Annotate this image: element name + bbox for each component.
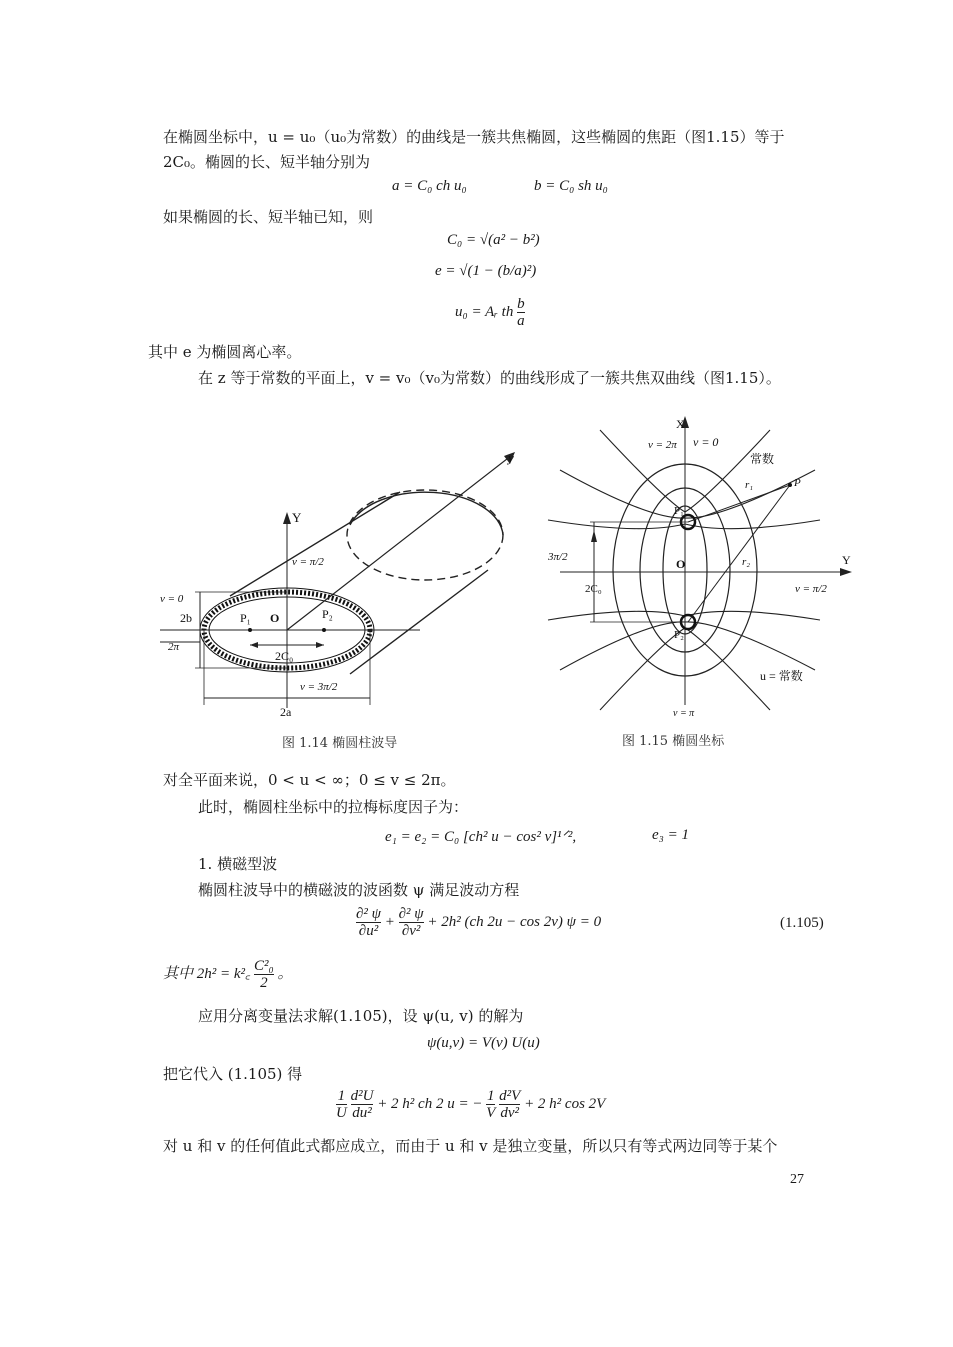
- label-y-axis: y: [508, 450, 514, 465]
- para-3: 其中 e 为椭圆离心率。: [148, 343, 302, 361]
- equation-u0-fraction: [517, 296, 525, 329]
- page-number: 27: [790, 1172, 804, 1187]
- equation-separation: ψ(u,v) = V(v) U(u): [427, 1035, 540, 1051]
- p8-den: 2: [260, 975, 268, 991]
- label-X: X: [676, 417, 685, 431]
- label-v-3pi2: v = 3π/2: [300, 681, 338, 693]
- equation-a: a = C₀ ch u₀: [392, 178, 467, 194]
- equation-substituted: [336, 1088, 605, 1121]
- sub-f4-num: d²V: [499, 1088, 521, 1104]
- axis-y-long: [287, 455, 512, 630]
- label-Y: Y: [842, 553, 851, 567]
- label-r1: r₁: [745, 479, 754, 491]
- sub-f2-num: d²U: [350, 1088, 374, 1104]
- label-P2: P₂: [322, 607, 333, 621]
- sub-f2-den: du²: [352, 1105, 372, 1121]
- label-Y: Y: [292, 510, 302, 525]
- sub-f3-den: V: [486, 1105, 496, 1121]
- label-v0: v = 0: [693, 435, 719, 449]
- para-5: 对全平面来说，0 < u < ∞；0 ≤ v ≤ 2π。: [163, 771, 456, 789]
- p8-pre: 其中 2h² = k²꜀: [163, 965, 251, 982]
- label-2a: 2a: [280, 705, 292, 719]
- label-r2: r₂: [742, 556, 751, 568]
- label-O: O: [676, 557, 686, 571]
- label-2C0: 2C₀: [585, 583, 602, 595]
- label-3pi2: 3π/2: [548, 551, 568, 563]
- label-changshu-top: 常数: [750, 452, 775, 466]
- equation-wave: $\frac{\text{∂² ψ}}{\text{∂u²}}$ + $\frac{\text{∂² ψ}}{\text{∂v²}}$ + 2h² (ch 2u − cos 2v) ψ = 0: [356, 906, 602, 939]
- figure-1-15: [530, 410, 860, 730]
- para-4: 在 z 等于常数的平面上，v = v₀（v₀为常数）的曲线形成了一簇共焦双曲线（图1.15）。: [198, 369, 781, 387]
- label-P1: P₁: [240, 611, 251, 625]
- label-P: P: [794, 477, 801, 489]
- p8-num: C²₀: [253, 958, 274, 974]
- equation-number-1-105: (1.105): [780, 915, 824, 931]
- para-6: 此时，椭圆柱坐标中的拉梅标度因子为：: [198, 798, 469, 816]
- figure-1-15-caption: 图 1.15 椭圆坐标: [622, 734, 725, 749]
- wave-t1-num: ∂² ψ: [356, 906, 381, 922]
- label-O: O: [270, 611, 280, 625]
- label-P1: P₁: [674, 505, 684, 517]
- equation-lame: e₁ = e₂ = C₀ [ch² u − cos² v]¹ᐟ²,: [385, 829, 577, 845]
- wave-t1-den: ∂u²: [358, 923, 379, 939]
- equation-c0: C₀ = √(a² − b²): [447, 232, 540, 248]
- focus-p1: [248, 628, 252, 632]
- back-ellipse-solid: [350, 492, 503, 535]
- label-vpi: v = π: [673, 708, 695, 719]
- section-heading-tm: 1. 横磁型波: [198, 855, 278, 873]
- label-pi2: v = π/2: [795, 583, 827, 595]
- equation-b: b = C₀ sh u₀: [534, 178, 608, 194]
- label-P2: P₂: [674, 629, 684, 641]
- figure-1-14-caption: 图 1.14 椭圆柱波导: [282, 736, 398, 751]
- label-v-pi2: v = π/2: [292, 556, 324, 568]
- equation-u0-lhs: u₀ = Aᵣ th: [455, 303, 514, 320]
- figure-1-14: [140, 440, 540, 760]
- equation-lame-e3: e₃ = 1: [652, 827, 689, 843]
- para-11: 对 u 和 v 的任何值此式都应成立，而由于 u 和 v 是独立变量，所以只有等式两边同等于某个: [163, 1137, 778, 1155]
- label-2b: 2b: [180, 611, 192, 625]
- wave-t2-num: ∂² ψ: [398, 906, 424, 922]
- p8-post: 。: [277, 965, 293, 982]
- equation-u0: [455, 296, 525, 329]
- equation-e: e = √(1 − (b/a)²): [435, 263, 537, 279]
- sub-f4-den: dv²: [500, 1105, 520, 1121]
- para-1-line-1: 在椭圆坐标中，u = u₀（u₀为常数）的曲线是一簇共焦椭圆，这些椭圆的焦距（图1.15）等于: [163, 128, 785, 146]
- para-8: [163, 958, 292, 991]
- para-9: 应用分离变量法求解(1.105)，设 ψ(u, v) 的解为: [198, 1007, 524, 1025]
- point-P: [788, 483, 792, 487]
- sub-end: + 2 h² cos 2V: [524, 1095, 606, 1112]
- wave-t2-den: ∂v²: [401, 923, 421, 939]
- label-2pi: 2π: [168, 641, 180, 653]
- r1-line: [688, 485, 790, 522]
- y-axis-arrow: [283, 512, 291, 524]
- label-v0: v = 0: [160, 593, 184, 605]
- label-v2pi: v = 2π: [648, 439, 677, 451]
- wave-rest: + 2h² (ch 2u − cos 2v) ψ = 0: [427, 913, 602, 930]
- equation-u0-den: a: [517, 313, 525, 329]
- sub-f3-num: 1: [487, 1088, 495, 1104]
- back-ellipse: [347, 490, 503, 580]
- focus-p2: [322, 628, 326, 632]
- para-7: 椭圆柱波导中的横磁波的波函数 ψ 满足波动方程: [198, 881, 520, 899]
- para-2: 如果椭圆的长、短半轴已知，则: [163, 208, 374, 226]
- label-2C0: 2C₀: [275, 649, 294, 663]
- cylinder-top-edge: [230, 492, 400, 596]
- sub-mid: + 2 h² ch 2 u = −: [377, 1095, 483, 1112]
- para-1-line-2: 2C₀。椭圆的长、短半轴分别为: [163, 153, 371, 171]
- equation-u0-num: b: [517, 296, 525, 312]
- sub-f1-den: U: [336, 1105, 347, 1121]
- sub-f1-num: 1: [337, 1088, 346, 1104]
- label-u-const: u = 常数: [760, 669, 803, 683]
- para-10: 把它代入 (1.105) 得: [163, 1065, 303, 1083]
